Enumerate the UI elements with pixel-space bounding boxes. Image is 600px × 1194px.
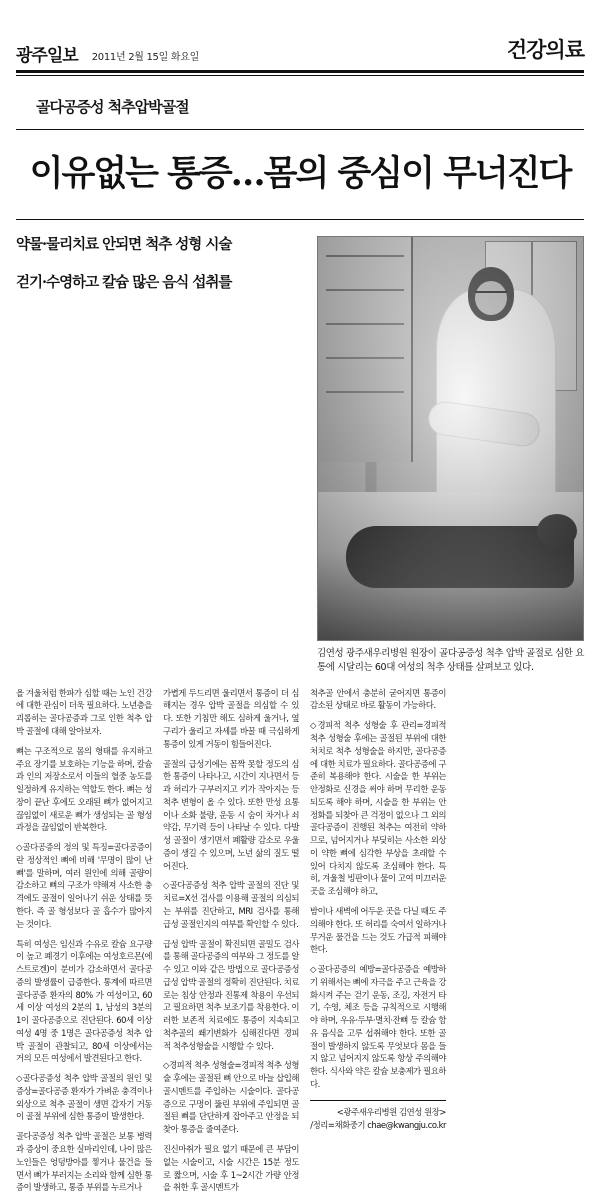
article-headline: 이유없는 통증…몸의 중심이 무너진다 [29,153,571,194]
kicker-rule [16,129,584,130]
photo-cabinet [318,237,413,462]
masthead-rule-thin [16,75,584,76]
paragraph: 골다공증성 척추 압박 골절은 보통 병력과 증상이 중요한 실마리인데, 나이 많은 노인들은 엉덩방아를 찧거나 물건을 들면서 뼈가 부러지는 소리와 함께 심한 통증이 발생하고, 통증 부위를 누르거나 [16,1131,152,1193]
paper-title: 광주일보 [16,46,78,66]
body-column-3 [310,687,446,1194]
paragraph: 가볍게 두드리면 울리면서 통증이 더 심해지는 경우 압박 골절을 의심할 수 있다. 또한 기침만 해도 심하게 울거나, 옆구리가 울리고 자세를 바꿀 때 극심하게 통증이 있게 거동이 힘들어진다. [163,687,299,749]
paragraph: 뼈는 구조적으로 몸의 형태를 유지하고 주요 장기를 보호하는 기능을 하며, 칼슘과 인의 저장소로서 이들의 혈중 농도를 일정하게 유지하는 역할도 한다. 뼈는 성장이 끝난 후에도 오래된 뼈가 없어지고 끊임없이 새로운 뼈가 생성되는 골 형성 과정을 끊임없이 반복한다. [16,745,152,833]
doctor-examining-patient-photo [317,236,584,641]
paragraph: ◇골다공증성 척추 압박 골절의 진단 및 치료=X선 검사를 이용해 골절의 의심되는 부위를 진단하고, MRI 검사를 통해 급성 골절인지의 여부를 확인할 수 있다. [163,880,299,929]
paragraph: 진신마취가 필요 없기 때문에 큰 부담이 없는 시술이고, 시술 시간은 15분 정도로 짧으며, 시술 후 1~2시간 가량 안정을 취한 후 골시멘트가 [163,1143,299,1193]
masthead-rule-thick [16,70,584,73]
byline [310,1100,446,1132]
deck [16,236,301,675]
section-title: 건강의료 [506,37,584,62]
article-kicker: 골다공증성 척추압박골절 [36,98,189,116]
byline-editor: /정리=채화중기 chae@kwangju.co.kr [310,1119,446,1130]
body-column-2 [163,687,299,1194]
paragraph: ◇골다공증의 예방=골다공증을 예방하기 위해서는 뼈에 자극을 주고 근육을 강화시켜 주는 걷기 운동, 조깅, 자전거 타기, 수영, 체조 등을 규칙적으로 시행해야 하며, 우유·두부·멸치·잔뼈 등 칼슘 함유 음식을 고루 섭취해야 한다. 또한 골절이 발생하지 않도록 무엇보다 몸을 들지 않고 넘어지지 않도록 항상 주의해야 한다. 식사와 약은 칼슘 보충제가 필요하다. [310,964,446,1089]
photo-column [317,236,584,675]
deck-and-photo [16,236,584,675]
body-column-1 [16,687,152,1194]
deck-line-2: 걷기·수영하고 칼슘 많은 음식 섭취를 [16,273,232,291]
headline-rule [16,219,584,220]
paragraph: 특히 여성은 임신과 수유로 칼슘 요구량이 높고 폐경기 이후에는 여성호르몬(에스트로겐)이 분비가 감소하면서 골다공증의 발생률이 급증한다. 통계에 따르면 골다공증 환자의 80% 가 여성이고, 60세 이상 여성의 2분의 1, 남성의 3분의 1이 골다공증으로 진단된다. 60세 이상 여성 4명 중 1명은 골다공증성 척추 압박 골절이 관찰되고, 80세 이상에서는 거의 모든 여성에서 발견된다고 한다. [16,938,152,1064]
photo-doctor-glasses [475,291,507,299]
deck-line-1: 약물·물리치료 안되면 척추 성형 시술 [16,236,232,254]
paragraph: 척추골 안에서 충분히 굳어지면 통증이 감소된 상태로 바로 활동이 가능하다. [310,687,446,711]
paragraph: ◇골다공증성 척추 압박 골절의 원인 및 증상=골다공증 환자가 가벼운 충격이나 외상으로 척추 골절이 생면 갑자기 거동이 골절 부위에 심한 통증이 발생한다. [16,1073,152,1122]
photo-caption: 김연성 광주새우리병원 원장이 골다공증성 척추 압박 골절로 심한 요통에 시달리는 60대 여성의 척추 상태를 살펴보고 있다. [317,648,584,673]
paragraph: 급성 압박 골절이 확진되면 골밀도 검사를 통해 골다공증의 여부와 그 정도를 알 수 있고 이와 같은 방법으로 골다공증성 급성 압박 골절의 정확히 진단된다. 치료로는 침상 안정과 진통제 착용이 우선되고 필요하면 척추 보조기를 착용한다. 이러한 보존적 치료에도 통증이 지속되고 척추골의 쐐기변화가 심해진다면 경피적 척추성형술을 시행할 수 있다. [163,938,299,1051]
body-columns [16,687,584,1194]
byline-author: <광주새우리병원 김연성 원장> [336,1106,446,1117]
paragraph: 올 겨울처럼 한파가 심할 때는 노인 건강에 대한 관심이 더욱 필요하다. 노년층을 괴롭히는 골다공증과 그로 인한 척추 압박 골절에 대해 알아보자. [16,687,152,737]
paragraph: ◇골다공증의 정의 및 특징=골다공증이란 정상적인 뼈에 비해 '무명이 많이 난 뼈'를 말하며, 여러 원인에 의해 골량이 감소하고 뼈의 구조가 약해져 사소한 충격에도 골절이 일어나기 쉬운 상태를 뜻한다. 즉 골 형성보다 골 흡수가 많아지는 것이다. [16,842,152,929]
paragraph: 밤이나 새벽에 어두운 곳을 다닐 때도 주의해야 한다. 또 허리를 숙여서 일하거나 무거운 물건을 드는 것도 가급적 피해야 한다. [310,905,446,955]
publication-date: 2011년 2월 15일 화요일 [91,52,199,63]
masthead [16,0,584,65]
photo-patient-head [537,514,577,548]
paragraph: 골절의 급성기에는 꼼짝 못할 정도의 심한 통증이 나타나고, 시간이 지나면서 등과 허리가 구부러지고 키가 작아지는 등 척추 변형이 올 수 있다. 또한 만성 요통이나 소화 불량, 운동 시 숨이 차거나 쇠약감, 무기력 등이 나타날 수 있다. 다발성 골절이 생기면서 폐활량 감소로 우울증이 생길 수 있으며, 노년 삶의 질도 떨어진다. [163,758,299,871]
paragraph: ◇경피적 척추 성형술 후 관리=경피적 척추 성형술 후에는 골절된 부위에 대한 처치로 척추 성형술을 하지만, 골다공증에 대한 치료가 필요하다. 골다공증에 구준히 복용해야 한다. 시술을 한 부위는 안정화로 신경을 써야 하며 무리한 운동되도록 해야 하며, 시술을 한 부위는 안정화를 되찾아 큰 걱정이 없으나 그 외의 골다공증이 진행된 척추는 여전히 약하므로, 넘어지거나 부딪히는 사소한 외상이 약한 뼈에 심각한 부상을 초래할 수 있어 다치지 않도록 조심해야 한다. 특히, 겨울철 빙판이나 물이 고여 미끄러운 곳을 조심해야 하고, [310,720,446,897]
paragraph: ◇경피적 척추 성형술=경피적 척추 성형술 후에는 골절된 뼈 안으로 바늘 삽입해 골시멘트를 주입하는 시술이다. 골다공증으로 구멍이 뚫린 부위에 주입되면 골절된 뼈를 단단하게 잡아주고 안정을 되찾아 통증을 줄여준다. [163,1060,300,1135]
